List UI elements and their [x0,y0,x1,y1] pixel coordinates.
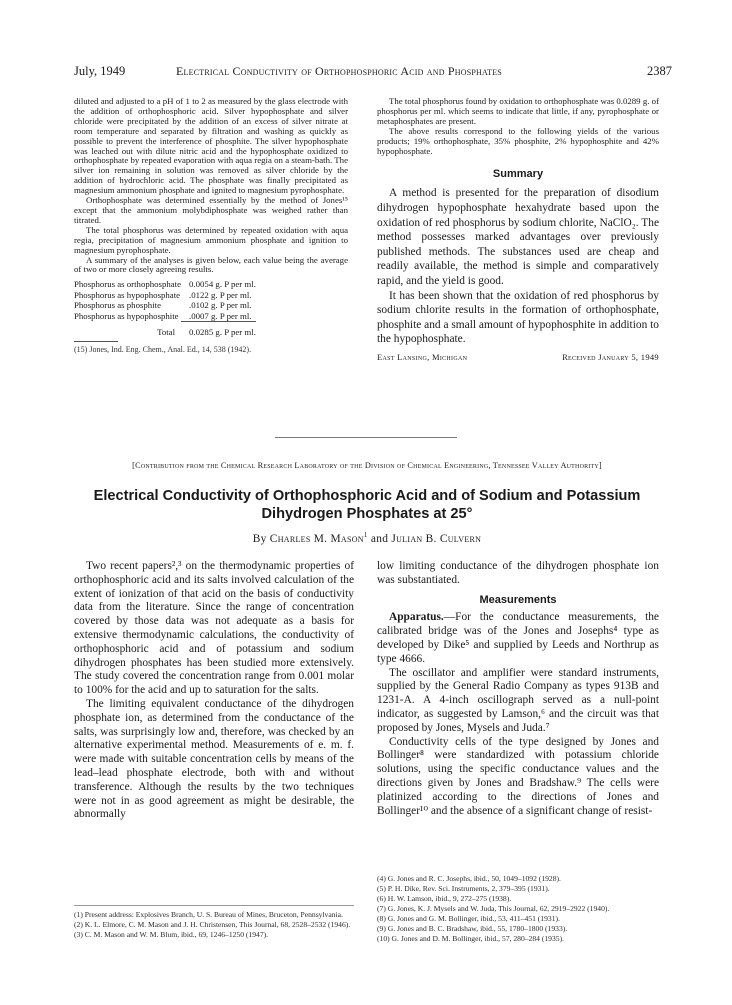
table-cell-label: Phosphorus as phosphite [74,300,161,311]
summary-paragraph: A method is presented for the preparation of disodium dihydrogen hypophosphate hexahydrate based upon the oxidation of red phosphorus by sodium chlorite, NaClO₂. The method possesses marked advantages over previously published methods. The substances used are cheap and readily available, the method is simple and comparatively rapid, and the yield is good. [377,187,659,287]
article-left-column [74,560,354,822]
footnote: (1) Present address: Explosives Branch, U. S. Bureau of Mines, Bruceton, Pennsylvania. [74,910,343,919]
table-row [74,311,256,322]
received-date: Received January 5, 1949 [562,351,659,362]
footnote-rule [74,341,118,342]
prev-article-left-column [74,97,348,355]
table-row [74,290,256,300]
table-cell-label: Phosphorus as orthophosphate [74,279,182,290]
footnote: (8) G. Jones and G. M. Bollinger, ibid., 53, 411–451 (1931). [377,914,560,923]
left-footnotes [74,905,354,940]
prev-article-right-column [377,97,659,363]
footnote-15: (15) Jones, Ind. Eng. Chem., Anal. Ed., 14, 538 (1942). [74,345,252,355]
footnote: (9) G. Jones and B. C. Bradshaw, ibid., 55, 1780–1800 (1933). [377,924,568,933]
table-total-row [74,321,256,337]
author-name: Julian B. Culvern [391,532,482,545]
footnote: (2) K. L. Elmore, C. M. Mason and J. H. Christensen, This Journal, 68, 2528–2532 (1946). [74,920,351,929]
author-footnote-mark: 1 [363,531,368,539]
right-footnotes [377,874,659,944]
header-page-number: 2387 [647,64,672,78]
author-name: Charles M. Mason [269,532,364,545]
phosphorus-analysis-table [74,279,256,337]
prev-paragraph: The total phosphorus found by oxidation to orthophosphate was 0.0289 g. of phosphorus per ml. which seems to indicate that little, if any, pyrophosphate or metaphosphates are present. [377,96,659,126]
body-paragraph: The oscillator and amplifier were standard instruments, supplied by the General Radio Company as types 913B and 1231-A. A 4-inch oscillograph served as a null-point indicator, as suggested by Lamson,⁶ and the circuit was that proposed by Jones, Mysels and Juda.⁷ [377,666,659,734]
table-total-value: 0.0285 g. P per ml. [181,321,256,337]
body-paragraph: low limiting conductance of the dihydrogen phosphate ion was substantiated. [377,560,659,586]
apparatus-run-in-heading: Apparatus. [389,611,444,624]
table-cell-value: .0122 g. P per ml. [189,289,252,300]
summary-heading: Summary [492,168,544,181]
article-right-column [377,560,659,818]
author-prefix: By [252,532,267,545]
footnote: (6) H. W. Lamson, ibid., 9, 272–275 (1938). [377,894,512,903]
body-paragraph: Two recent papers²,³ on the thermodynamic properties of orthophosphoric acid and its salts involved calculation of the extent of ionization of that acid on the basis of conductivity data from the literature. Since the range of concentration covered by those data was not adequate as a basis for extensive thermodynamic calculations, the conductivity of orthophosphoric acid and of potassium and sodium dihydrogen phosphates has been studied more extensively. The study covered the concentration range from 0.001 molar to 100% for the acid and up to saturation for the salts. [74,560,354,697]
prev-paragraph: A summary of the analyses is given below, each value being the average of two or more closely agreeing results. [74,254,348,275]
prev-paragraph: Orthophosphate was determined essentially by the method of Jones¹⁵ except that the ammonium molybdiphosphate was weighed rather than titrated. [74,195,348,225]
footnote: (5) P. H. Dike, Rev. Sci. Instruments, 2, 379–395 (1931). [377,884,550,893]
body-paragraph: Conductivity cells of the type designed by Jones and Bollinger⁸ were standardized with potassium chloride solutions, using the specific conductance values and the directions given by Jones and Bradshaw.⁹ The cells were platinized according to the directions of Jones and Bollinger¹⁰ and the absence of a significant change of resist- [377,735,659,817]
table-row [74,300,256,310]
header-date: July, 1949 [74,64,126,78]
prev-paragraph: The above results correspond to the following yields of the various products; 19% orthophosphate, 35% phosphite, 2% hypophosphite and 42% hypophosphate. [377,125,659,156]
body-paragraph: The limiting equivalent conductance of the dihydrogen phosphate ion, as determined from the conductance of the salts, was surprisingly low and, therefore, was checked by an alternative experimental method. Measurements of e. m. f. were made with suitable concentration cells by means of the lead–lead phosphate electrode, both with and without transference. Although the results by the two techniques were not in as good agreement as might be desirable, the abnormally [74,697,354,821]
footnote: (4) G. Jones and R. C. Josephs, ibid., 50, 1049–1092 (1928). [377,874,561,883]
apparatus-text: —For the conductance measurements, the calibrated bridge was of the Jones and Josephs⁴ type as developed by Dike⁵ and supplied by Leeds and Northrup as type 4666. [377,611,659,665]
received-line [377,353,659,363]
measurements-heading: Measurements [479,593,557,606]
prev-paragraph: The total phosphorus was determined by repeated oxidation with aqua regia, precipitation of magnesium ammonium phosphate and ignition to magnesium pyrophosphate. [74,224,348,255]
apparatus-paragraph [377,611,659,666]
table-row [74,279,256,289]
footnote: (7) G. Jones, K. J. Mysels and W. Juda, This Journal, 62, 2919–2922 (1940). [377,904,610,913]
footnote: (3) C. M. Mason and W. M. Blum, ibid., 69, 1246–1250 (1947). [74,930,269,939]
article-separator [275,437,457,438]
location: East Lansing, Michigan [377,351,468,362]
footnote: (10) G. Jones and D. M. Bollinger, ibid., 57, 280–284 (1935). [377,934,564,943]
author-line [74,531,660,545]
table-cell-value: .0102 g. P per ml. [189,300,252,311]
prev-paragraph: diluted and adjusted to a pH of 1 to 2 as measured by the glass electrode with the addition of orthophosphoric acid. Silver hypophosphate and silver chloride were precipitated by the addition of an excess of silver nitrate at room temperature and separated by filtration and washing as quickly as possible to prevent the interference of phosphite. The silver hypophosphate was leached out with dilute nitric acid and the hypophosphate oxidized to orthophosphate by repeated evaporation with aqua regia on a steam-bath. The silver ion remaining in solution was removed as silver chloride by the addition of hydrochloric acid. The phosphate was finally precipitated as magnesium ammonium phosphate and ignited to magnesium pyrophosphate. [74,96,348,196]
article-title: Electrical Conductivity of Orthophosphoric Acid and of Sodium and Potassium Dihydrogen Phosphates at 25° [93,488,641,522]
table-cell-value: .0007 g. P per ml. [189,310,252,321]
summary-paragraph: It has been shown that the oxidation of red phosphorus by sodium chlorite results in the formation of orthophosphate, phosphite and a small amount of hypophosphite in addition to the hypophosphate. [377,289,659,346]
header-running-title: Electrical Conductivity of Orthophosphoric Acid and Phosphates [176,64,502,78]
author-conjunction: and [370,532,389,545]
table-total-label: Total [157,326,176,337]
table-cell-label: Phosphorus as hypophosphate [74,289,181,300]
table-cell-value: 0.0054 g. P per ml. [189,279,256,290]
table-cell-label: Phosphorus as hypophosphite [74,310,179,321]
contribution-line: [Contribution from the Chemical Research Laboratory of the Division of Chemical Engineering, Tennessee Valley Authority] [132,461,602,470]
